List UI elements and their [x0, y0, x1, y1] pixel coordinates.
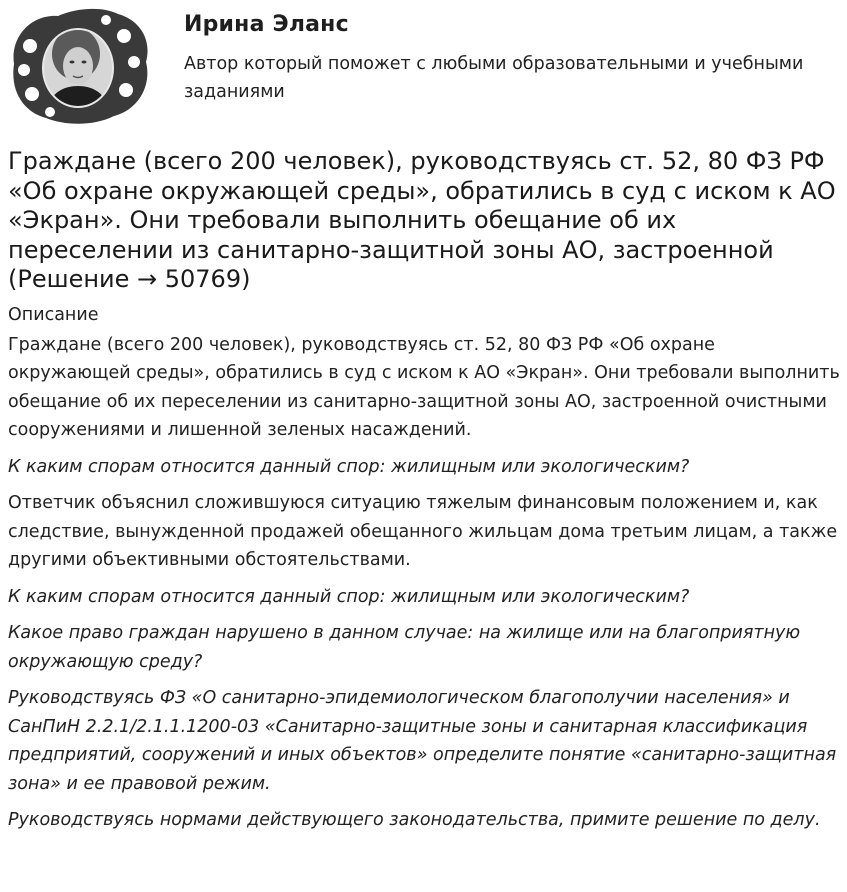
author-name: Ирина Эланс [184, 12, 349, 37]
question-sanitary-zone: Руководствуясь ФЗ «О санитарно-эпидемиологическом благополучии населения» и СанПиН 2.2.1/2.1.1.1200-03 «Санитарно-защитные зоны и санитарная классификация предприятий, сооружений и иных объектов» определите понятие «санитарно-защитная зона» и ее правовой режим. [8, 688, 837, 794]
question-decision: Руководствуясь нормами действующего законодательства, примите решение по делу. [8, 810, 821, 830]
question-dispute-type: К каким спорам относится данный спор: жилищным или экологическим? [8, 456, 690, 477]
avatar-film-frame-icon [6, 6, 154, 126]
article [8, 147, 840, 835]
question-violated-right: Какое право граждан нарушено в данном случае: на жилище или на благоприятную окружающую среду? [8, 623, 801, 672]
question-dispute-type-repeat: К каким спорам относится данный спор: жилищным или экологическим? [8, 586, 690, 607]
article-title: Граждане (всего 200 человек), руководствуясь ст. 52, 80 ФЗ РФ «Об охране окружающей среды», обратились в суд с иском к АО «Экран». Они требовали выполнить обещание об их переселении из санитарно-защитной зоны АО, застроенной (Решение → 50769) [8, 147, 836, 293]
author-card [0, 0, 847, 135]
author-avatar [6, 6, 154, 126]
author-bio: Автор который поможет с любыми образовательными и учебными заданиями [184, 54, 804, 102]
description-label: Описание [8, 304, 99, 325]
defendant-explanation: Ответчик объяснил сложившуюся ситуацию тяжелым финансовым положением и, как следствие, вынужденной продажей обещанного жильцам дома третьим лицам, а также другими объективными обстоятельствами. [8, 493, 838, 570]
description-paragraph: Граждане (всего 200 человек), руководствуясь ст. 52, 80 ФЗ РФ «Об охране окружающей среды», обратились в суд с иском к АО «Экран». Они требовали выполнить обещание об их переселении из санитарно-защитной зоны АО, застроенной очистными сооружениями и лишенной зеленых насаждений. [8, 334, 840, 440]
